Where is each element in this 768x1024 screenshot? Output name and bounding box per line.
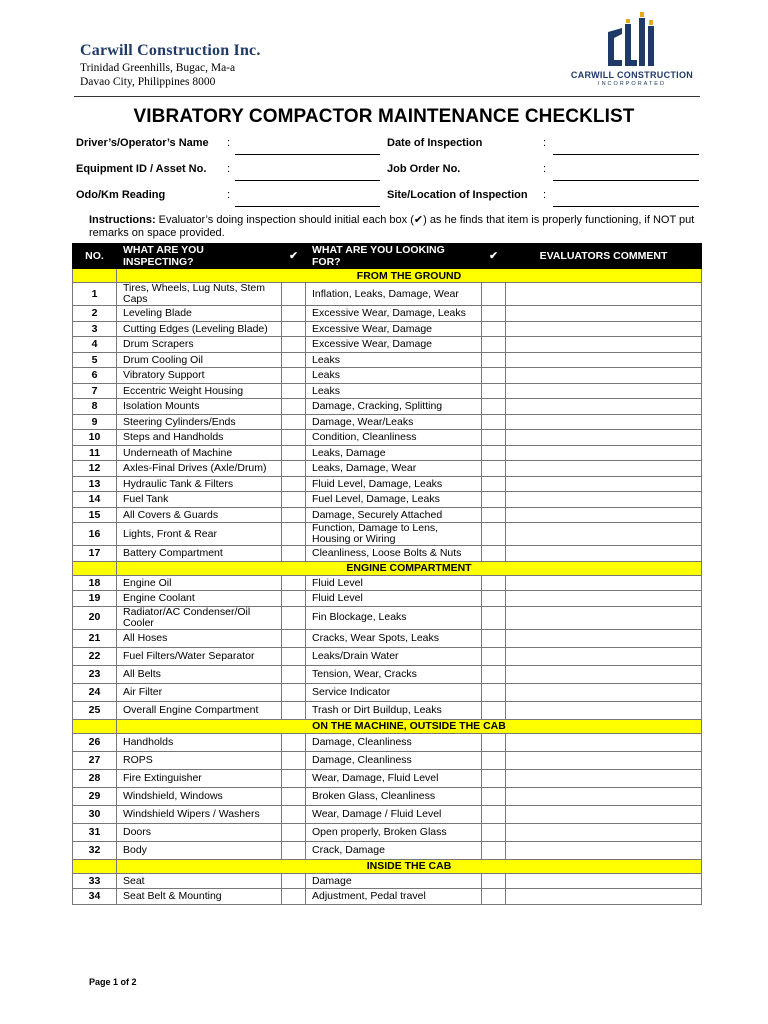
row-number: 26	[73, 733, 117, 751]
inspect-item: Radiator/AC Condenser/Oil Cooler	[117, 606, 282, 629]
inspect-item: Steering Cylinders/Ends	[117, 414, 282, 430]
comment-cell[interactable]	[506, 461, 702, 477]
table-row	[73, 769, 702, 787]
table-row	[73, 283, 702, 306]
look-for: Leaks, Damage	[306, 445, 482, 461]
section-blank	[73, 269, 117, 283]
section-title: INSIDE THE CAB	[117, 859, 702, 873]
row-number: 34	[73, 889, 117, 905]
row-number: 14	[73, 492, 117, 508]
section-title: ENGINE COMPARTMENT	[117, 561, 702, 575]
row-number: 24	[73, 683, 117, 701]
check-box[interactable]	[482, 306, 506, 322]
check-box[interactable]	[482, 383, 506, 399]
check-box[interactable]	[482, 575, 506, 591]
row-number: 16	[73, 523, 117, 546]
inspect-item: Axles-Final Drives (Axle/Drum)	[117, 461, 282, 477]
check-box[interactable]	[482, 430, 506, 446]
inspect-item: Windshield, Windows	[117, 787, 282, 805]
row-number: 3	[73, 321, 117, 337]
check-box[interactable]	[482, 546, 506, 562]
table-row	[73, 507, 702, 523]
check-box[interactable]	[282, 430, 306, 446]
colon: :	[227, 189, 231, 201]
job-order-label: Job Order No.	[387, 163, 461, 175]
section-header	[73, 859, 702, 873]
row-number: 25	[73, 701, 117, 719]
inspect-item: Fire Extinguisher	[117, 769, 282, 787]
section-title: FROM THE GROUND	[117, 269, 702, 283]
look-for: Crack, Damage	[306, 841, 482, 859]
check-box[interactable]	[482, 368, 506, 384]
table-row	[73, 606, 702, 629]
section-header	[73, 269, 702, 283]
odo-label: Odo/Km Reading	[76, 189, 166, 201]
check-box[interactable]	[482, 476, 506, 492]
check-box[interactable]	[282, 321, 306, 337]
check-box[interactable]	[282, 399, 306, 415]
inspect-item: All Covers & Guards	[117, 507, 282, 523]
look-for: Adjustment, Pedal travel	[306, 889, 482, 905]
check-box[interactable]	[282, 701, 306, 719]
check-box[interactable]	[282, 733, 306, 751]
header-check-icon: ✔	[482, 244, 506, 269]
look-for: Tension, Wear, Cracks	[306, 665, 482, 683]
row-number: 7	[73, 383, 117, 399]
look-for: Leaks	[306, 368, 482, 384]
section-blank	[73, 561, 117, 575]
colon: :	[543, 163, 547, 175]
comment-cell[interactable]	[506, 383, 702, 399]
row-number: 12	[73, 461, 117, 477]
date-label: Date of Inspection	[387, 137, 483, 149]
check-box[interactable]	[282, 647, 306, 665]
inspect-item: Vibratory Support	[117, 368, 282, 384]
look-for: Leaks	[306, 352, 482, 368]
header-check-icon: ✔	[282, 244, 306, 269]
colon: :	[227, 137, 231, 149]
check-box[interactable]	[482, 591, 506, 607]
check-box[interactable]	[282, 414, 306, 430]
check-box[interactable]	[482, 507, 506, 523]
row-number: 2	[73, 306, 117, 322]
look-for: Damage, Cleanliness	[306, 733, 482, 751]
check-box[interactable]	[482, 647, 506, 665]
table-row	[73, 647, 702, 665]
row-number: 15	[73, 507, 117, 523]
instructions	[89, 214, 699, 240]
table-row	[73, 787, 702, 805]
check-box[interactable]	[282, 476, 306, 492]
row-number: 18	[73, 575, 117, 591]
comment-cell[interactable]	[506, 841, 702, 859]
document-title: VIBRATORY COMPACTOR MAINTENANCE CHECKLIST	[133, 106, 635, 127]
comment-cell[interactable]	[506, 399, 702, 415]
check-box[interactable]	[482, 683, 506, 701]
inspect-item: Drum Cooling Oil	[117, 352, 282, 368]
table-row	[73, 430, 702, 446]
check-box[interactable]	[282, 606, 306, 629]
look-for: Leaks/Drain Water	[306, 647, 482, 665]
site-field[interactable]	[553, 206, 699, 207]
table-row	[73, 841, 702, 859]
inspect-item: Tires, Wheels, Lug Nuts, Stem Caps	[117, 283, 282, 306]
driver-field[interactable]	[235, 154, 380, 155]
comment-cell[interactable]	[506, 787, 702, 805]
inspect-item: Drum Scrapers	[117, 337, 282, 353]
header-divider	[74, 96, 700, 97]
table-row	[73, 445, 702, 461]
comment-cell[interactable]	[506, 701, 702, 719]
section-blank	[73, 859, 117, 873]
check-box[interactable]	[482, 352, 506, 368]
colon: :	[543, 137, 547, 149]
check-box[interactable]	[482, 629, 506, 647]
row-number: 8	[73, 399, 117, 415]
comment-cell[interactable]	[506, 647, 702, 665]
instructions-text: Evaluator’s doing inspection should initial each box (✔) as he finds that item is properly functioning, if NOT put remarks on space provided.	[89, 214, 695, 239]
check-box[interactable]	[482, 492, 506, 508]
row-number: 19	[73, 591, 117, 607]
comment-cell[interactable]	[506, 751, 702, 769]
check-box[interactable]	[282, 889, 306, 905]
look-for: Damage, Cracking, Splitting	[306, 399, 482, 415]
look-for: Wear, Damage, Fluid Level	[306, 769, 482, 787]
table-row	[73, 383, 702, 399]
check-box[interactable]	[282, 769, 306, 787]
comment-cell[interactable]	[506, 430, 702, 446]
inspect-item: Handholds	[117, 733, 282, 751]
check-box[interactable]	[482, 787, 506, 805]
comment-cell[interactable]	[506, 507, 702, 523]
look-for: Condition, Cleanliness	[306, 430, 482, 446]
look-for: Excessive Wear, Damage	[306, 337, 482, 353]
check-box[interactable]	[282, 368, 306, 384]
inspect-item: Air Filter	[117, 683, 282, 701]
look-for: Excessive Wear, Damage	[306, 321, 482, 337]
row-number: 13	[73, 476, 117, 492]
check-box[interactable]	[482, 823, 506, 841]
check-box[interactable]	[482, 399, 506, 415]
comment-cell[interactable]	[506, 873, 702, 889]
inspect-item: Fuel Filters/Water Separator	[117, 647, 282, 665]
inspect-item: All Belts	[117, 665, 282, 683]
check-box[interactable]	[282, 751, 306, 769]
row-number: 10	[73, 430, 117, 446]
header-comment: EVALUATORS COMMENT	[506, 244, 702, 269]
check-box[interactable]	[482, 523, 506, 546]
row-number: 28	[73, 769, 117, 787]
colon: :	[227, 163, 231, 175]
comment-cell[interactable]	[506, 575, 702, 591]
check-box[interactable]	[482, 321, 506, 337]
look-for: Damage, Wear/Leaks	[306, 414, 482, 430]
check-box[interactable]	[282, 337, 306, 353]
company-name: Carwill Construction Inc.	[80, 42, 261, 59]
check-box[interactable]	[482, 701, 506, 719]
look-for: Fluid Level	[306, 591, 482, 607]
look-for: Fluid Level, Damage, Leaks	[306, 476, 482, 492]
odo-field[interactable]	[235, 206, 380, 207]
row-number: 31	[73, 823, 117, 841]
table-row	[73, 492, 702, 508]
look-for: Cleanliness, Loose Bolts & Nuts	[306, 546, 482, 562]
check-box[interactable]	[282, 805, 306, 823]
check-box[interactable]	[282, 352, 306, 368]
instructions-label: Instructions:	[89, 214, 156, 226]
check-box[interactable]	[482, 337, 506, 353]
check-box[interactable]	[482, 414, 506, 430]
table-row	[73, 575, 702, 591]
row-number: 21	[73, 629, 117, 647]
look-for: Damage, Securely Attached	[306, 507, 482, 523]
check-box[interactable]	[282, 445, 306, 461]
section-header	[73, 719, 702, 733]
look-for: Wear, Damage / Fluid Level	[306, 805, 482, 823]
check-box[interactable]	[282, 683, 306, 701]
check-box[interactable]	[482, 665, 506, 683]
inspect-item: Underneath of Machine	[117, 445, 282, 461]
check-box[interactable]	[282, 546, 306, 562]
comment-cell[interactable]	[506, 321, 702, 337]
row-number: 27	[73, 751, 117, 769]
table-row	[73, 461, 702, 477]
inspect-item: Windshield Wipers / Washers	[117, 805, 282, 823]
look-for: Fuel Level, Damage, Leaks	[306, 492, 482, 508]
check-box[interactable]	[482, 461, 506, 477]
check-box[interactable]	[482, 606, 506, 629]
building-logo-icon	[604, 10, 660, 70]
comment-cell[interactable]	[506, 306, 702, 322]
comment-cell[interactable]	[506, 665, 702, 683]
comment-cell[interactable]	[506, 523, 702, 546]
table-row	[73, 665, 702, 683]
comment-cell[interactable]	[506, 476, 702, 492]
row-number: 5	[73, 352, 117, 368]
check-box[interactable]	[282, 461, 306, 477]
check-box[interactable]	[282, 665, 306, 683]
look-for: Fin Blockage, Leaks	[306, 606, 482, 629]
comment-cell[interactable]	[506, 546, 702, 562]
inspect-item: Steps and Handholds	[117, 430, 282, 446]
table-row	[73, 805, 702, 823]
inspect-item: All Hoses	[117, 629, 282, 647]
comment-cell[interactable]	[506, 591, 702, 607]
comment-cell[interactable]	[506, 352, 702, 368]
checklist-table	[72, 243, 702, 905]
check-box[interactable]	[482, 733, 506, 751]
look-for: Excessive Wear, Damage, Leaks	[306, 306, 482, 322]
driver-label: Driver’s/Operator’s Name	[76, 137, 209, 149]
table-row	[73, 873, 702, 889]
header-no: NO.	[73, 244, 117, 269]
table-row	[73, 368, 702, 384]
inspect-item: Hydraulic Tank & Filters	[117, 476, 282, 492]
inspect-item: Seat Belt & Mounting	[117, 889, 282, 905]
check-box[interactable]	[282, 841, 306, 859]
check-box[interactable]	[482, 769, 506, 787]
check-box[interactable]	[482, 283, 506, 306]
look-for: Trash or Dirt Buildup, Leaks	[306, 701, 482, 719]
table-row	[73, 751, 702, 769]
comment-cell[interactable]	[506, 769, 702, 787]
check-box[interactable]	[282, 591, 306, 607]
equipment-label: Equipment ID / Asset No.	[76, 163, 207, 175]
inspect-item: Fuel Tank	[117, 492, 282, 508]
inspect-item: Leveling Blade	[117, 306, 282, 322]
look-for: Open properly, Broken Glass	[306, 823, 482, 841]
row-number: 30	[73, 805, 117, 823]
company-logo	[568, 10, 696, 92]
table-row	[73, 683, 702, 701]
comment-cell[interactable]	[506, 414, 702, 430]
comment-cell[interactable]	[506, 889, 702, 905]
table-row	[73, 629, 702, 647]
check-box[interactable]	[482, 889, 506, 905]
look-for: Function, Damage to Lens, Housing or Wiring	[306, 523, 482, 546]
check-box[interactable]	[482, 445, 506, 461]
look-for: Damage, Cleanliness	[306, 751, 482, 769]
table-row	[73, 546, 702, 562]
table-row	[73, 523, 702, 546]
check-box[interactable]	[282, 523, 306, 546]
logo-subtext: INCORPORATED	[598, 81, 666, 87]
check-box[interactable]	[482, 805, 506, 823]
row-number: 11	[73, 445, 117, 461]
check-box[interactable]	[282, 507, 306, 523]
row-number: 32	[73, 841, 117, 859]
look-for: Leaks	[306, 383, 482, 399]
inspect-item: Lights, Front & Rear	[117, 523, 282, 546]
comment-cell[interactable]	[506, 629, 702, 647]
look-for: Fluid Level	[306, 575, 482, 591]
address-line-1: Trinidad Greenhills, Bugac, Ma-a	[80, 62, 236, 74]
comment-cell[interactable]	[506, 283, 702, 306]
table-row	[73, 414, 702, 430]
inspect-item: ROPS	[117, 751, 282, 769]
check-box[interactable]	[282, 492, 306, 508]
check-box[interactable]	[282, 823, 306, 841]
look-for: Damage	[306, 873, 482, 889]
look-for: Leaks, Damage, Wear	[306, 461, 482, 477]
row-number: 23	[73, 665, 117, 683]
row-number: 6	[73, 368, 117, 384]
table-row	[73, 306, 702, 322]
comment-cell[interactable]	[506, 805, 702, 823]
check-box[interactable]	[282, 306, 306, 322]
table-row	[73, 591, 702, 607]
page-number: Page 1 of 2	[89, 977, 137, 987]
table-row	[73, 352, 702, 368]
check-box[interactable]	[282, 575, 306, 591]
inspect-item: Seat	[117, 873, 282, 889]
check-box[interactable]	[482, 873, 506, 889]
check-box[interactable]	[282, 787, 306, 805]
table-row	[73, 733, 702, 751]
row-number: 22	[73, 647, 117, 665]
inspect-item: Overall Engine Compartment	[117, 701, 282, 719]
check-box[interactable]	[482, 751, 506, 769]
table-row	[73, 476, 702, 492]
check-box[interactable]	[282, 629, 306, 647]
inspect-item: Isolation Mounts	[117, 399, 282, 415]
inspect-item: Doors	[117, 823, 282, 841]
row-number: 20	[73, 606, 117, 629]
section-header	[73, 561, 702, 575]
table-row	[73, 399, 702, 415]
inspect-item: Body	[117, 841, 282, 859]
table-header-row	[73, 244, 702, 269]
header-looking: WHAT ARE YOU LOOKING FOR?	[306, 244, 482, 269]
inspect-item: Engine Oil	[117, 575, 282, 591]
comment-cell[interactable]	[506, 337, 702, 353]
site-label: Site/Location of Inspection	[387, 189, 528, 201]
row-number: 1	[73, 283, 117, 306]
comment-cell[interactable]	[506, 492, 702, 508]
inspect-item: Cutting Edges (Leveling Blade)	[117, 321, 282, 337]
section-blank	[73, 719, 117, 733]
table-row	[73, 889, 702, 905]
table-row	[73, 321, 702, 337]
table-row	[73, 823, 702, 841]
colon: :	[543, 189, 547, 201]
table-row	[73, 337, 702, 353]
row-number: 33	[73, 873, 117, 889]
check-box[interactable]	[282, 283, 306, 306]
check-box[interactable]	[282, 873, 306, 889]
logo-text: CARWILL CONSTRUCTION	[570, 70, 694, 80]
job-order-field[interactable]	[553, 180, 699, 181]
check-box[interactable]	[482, 841, 506, 859]
address-line-2: Davao City, Philippines 8000	[80, 76, 216, 88]
look-for: Broken Glass, Cleanliness	[306, 787, 482, 805]
section-title: ON THE MACHINE, OUTSIDE THE CAB	[117, 719, 702, 733]
comment-cell[interactable]	[506, 368, 702, 384]
header-inspecting: WHAT ARE YOU INSPECTING?	[117, 244, 282, 269]
comment-cell[interactable]	[506, 823, 702, 841]
look-for: Inflation, Leaks, Damage, Wear	[306, 283, 482, 306]
comment-cell[interactable]	[506, 733, 702, 751]
comment-cell[interactable]	[506, 606, 702, 629]
look-for: Service Indicator	[306, 683, 482, 701]
table-row	[73, 701, 702, 719]
inspect-item: Engine Coolant	[117, 591, 282, 607]
comment-cell[interactable]	[506, 683, 702, 701]
date-field[interactable]	[553, 154, 699, 155]
inspect-item: Eccentric Weight Housing	[117, 383, 282, 399]
look-for: Cracks, Wear Spots, Leaks	[306, 629, 482, 647]
row-number: 4	[73, 337, 117, 353]
row-number: 29	[73, 787, 117, 805]
equipment-field[interactable]	[235, 180, 380, 181]
row-number: 9	[73, 414, 117, 430]
inspect-item: Battery Compartment	[117, 546, 282, 562]
row-number: 17	[73, 546, 117, 562]
comment-cell[interactable]	[506, 445, 702, 461]
check-box[interactable]	[282, 383, 306, 399]
